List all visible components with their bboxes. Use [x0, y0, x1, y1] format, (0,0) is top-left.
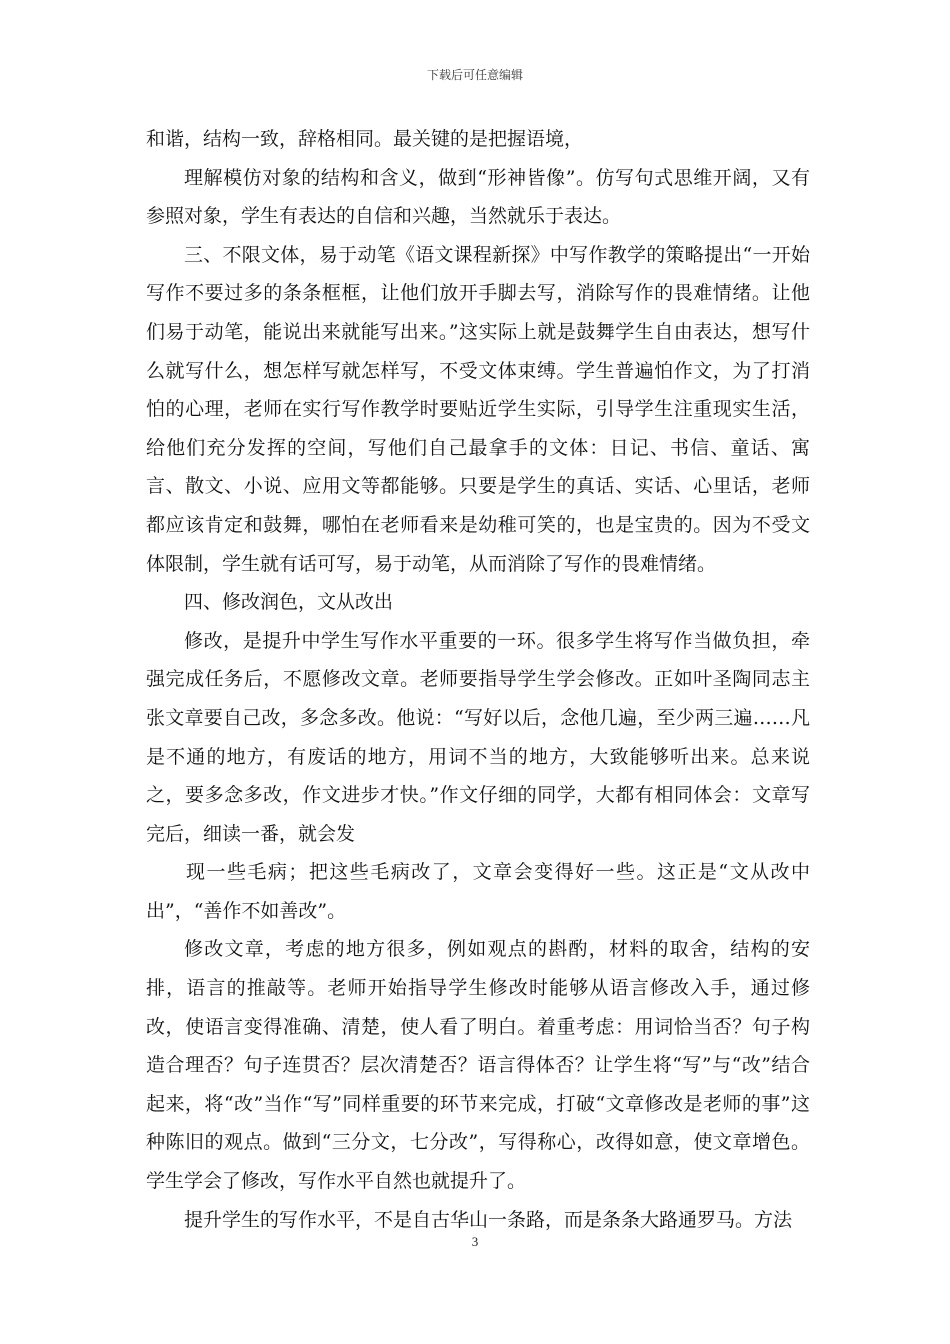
page-number: 3: [471, 1234, 479, 1249]
paragraph: 和谐，结构一致，辞格相同。最关键的是把握语境，: [146, 128, 584, 150]
paragraph: 现一些毛病；把这些毛病改了，文章会变得好一些。这正是“文从改中出”，“善作不如善改”。: [146, 861, 810, 922]
paragraph: 三、不限文体，易于动笔《语文课程新探》中写作教学的策略提出“一开始写作不要过多的条条框框，让他们放开手脚去写，消除写作的畏难情绪。让他们易于动笔，能说出来就能写出来。”这实际上就是鼓舞学生自由表达，想写什么就写什么，想怎样写就怎样写，不受文体束缚。学生普遍怕作文，为了打消怕的心理，老师在实行写作教学时要贴近学生实际，引导学生注重现实生活，给他们充分发挥的空间，写他们自己最拿手的文体：日记、书信、童话、寓言、散文、小说、应用文等都能够。只要是学生的真话、实话、心里话，老师都应该肯定和鼓舞，哪怕在老师看来是幼稚可笑的，也是宝贵的。因为不受文体限制，学生就有话可写，易于动笔，从而消除了写作的畏难情绪。: [146, 243, 810, 575]
paragraph: 理解模仿对象的结构和含义，做到“形神皆像”。仿写句式思维开阔，又有参照对象，学生有表达的自信和兴趣，当然就乐于表达。: [146, 166, 810, 228]
paragraph: 提升学生的写作水平，不是自古华山一条路，而是条条大路通罗马。方法: [184, 1208, 793, 1231]
section-heading: 四、修改润色，文从改出: [184, 591, 394, 614]
paragraph: 修改文章，考虑的地方很多，例如观点的斟酌，材料的取舍，结构的安排，语言的推敲等。老师开始指导学生修改时能够从语言修改入手，通过修改，使语言变得准确、清楚，使人看了明白。着重考虑：用词恰当否？句子构造合理否？句子连贯否？层次清楚否？语言得体否？让学生将“写”与“改”结合起来，将“改”当作“写”同样重要的环节来完成，打破“文章修改是老师的事”这种陈旧的观点。做到“三分文，七分改”，写得称心，改得如意，使文章增色。学生学会了修改，写作水平自然也就提升了。: [146, 938, 810, 1193]
document-body: [146, 120, 810, 1239]
page-header: 下载后可任意编辑: [426, 68, 523, 82]
paragraph: 修改，是提升中学生写作水平重要的一环。很多学生将写作当做负担，牵强完成任务后，不愿修改文章。老师要指导学生学会修改。正如叶圣陶同志主张文章要自己改，多念多改。他说：“写好以后，念他几遍，至少两三遍……凡是不通的地方，有废话的地方，用词不当的地方，大致能够听出来。总来说之，要多念多改，作文进步才快。”作文仔细的同学，大都有相同体会：文章写完后，细读一番，就会发: [146, 629, 810, 845]
